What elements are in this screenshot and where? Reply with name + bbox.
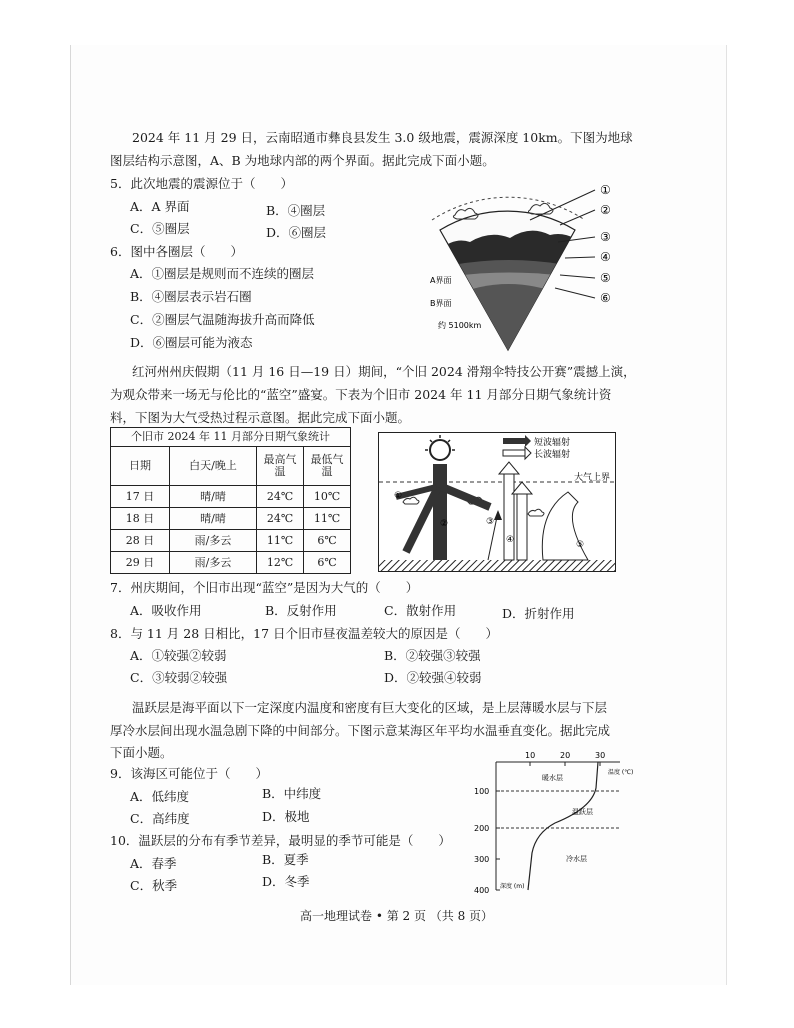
q9-stem: 9．该海区可能位于（ ） <box>110 766 268 781</box>
q5-option-a[interactable]: A．A 界面 <box>130 199 190 214</box>
table-row: 18 日 晴/晴 24℃ 11℃ <box>111 508 351 530</box>
water-temperature-figure <box>470 748 645 896</box>
q7-option-c[interactable]: C．散射作用 <box>384 603 457 618</box>
heat-label-5: ⑤ <box>576 540 585 550</box>
table-header-min: 最低气温 <box>304 447 351 486</box>
intro1-line1: 2024 年 11 月 29 日，云南昭通市彝良县发生 3.0 级地震，震源深度 10km。下图为地球 <box>132 130 633 145</box>
q5-option-b[interactable]: B．④圈层 <box>266 203 326 218</box>
intro2-line1: 红河州州庆假期（11 月 16 日—19 日）期间，“个旧 2024 滑翔伞特技公开赛”震撼上演， <box>132 364 636 379</box>
table-header-date: 日期 <box>111 447 170 486</box>
y-tick-100: 100 <box>474 787 490 796</box>
y-tick-300: 300 <box>474 855 490 864</box>
heat-label-3: ③ <box>486 517 495 527</box>
atmosphere-top-label: 大气上界 <box>574 473 611 483</box>
page-footer: 高一地理试卷 • 第 2 页 （共 8 页） <box>300 909 494 923</box>
q7-option-a[interactable]: A．吸收作用 <box>130 603 202 618</box>
earth-label-1: ① <box>600 183 611 197</box>
q9-option-d[interactable]: D．极地 <box>262 809 310 824</box>
table-row: 17 日 晴/晴 24℃ 10℃ <box>111 486 351 508</box>
q6-option-d[interactable]: D．⑥圈层可能为液态 <box>130 335 253 350</box>
x-axis-label: 温度 (℃) <box>608 769 634 776</box>
q9-option-c[interactable]: C．高纬度 <box>130 811 190 826</box>
q8-option-a[interactable]: A．①较强②较弱 <box>130 648 227 663</box>
x-tick-20: 20 <box>560 751 571 760</box>
heat-label-4: ④ <box>506 535 515 545</box>
earth-depth: 约 5100km <box>438 321 482 330</box>
q8-option-b[interactable]: B．②较强③较强 <box>384 648 481 663</box>
q7-stem: 7．州庆期间，个旧市出现“蓝空”是因为大气的（ ） <box>110 580 419 595</box>
intro2-line3: 料，下图为大气受热过程示意图。据此完成下面小题。 <box>110 410 411 425</box>
q7-option-d[interactable]: D．折射作用 <box>502 606 575 621</box>
earth-structure-figure <box>410 180 630 355</box>
q5-option-d[interactable]: D．⑥圈层 <box>266 225 327 240</box>
q10-option-c[interactable]: C．秋季 <box>130 878 178 893</box>
q5-stem: 5．此次地震的震源位于（ ） <box>110 176 293 191</box>
q10-option-b[interactable]: B．夏季 <box>262 852 309 867</box>
q5-option-c[interactable]: C．⑤圈层 <box>130 221 190 236</box>
earth-label-3: ③ <box>600 230 611 244</box>
legend-long-wave: 长波辐射 <box>534 450 571 460</box>
y-tick-400: 400 <box>474 886 490 895</box>
cold-layer-label: 冷水层 <box>566 855 587 863</box>
intro1-line2: 图层结构示意图，A、B 为地球内部的两个界面。据此完成下面小题。 <box>110 153 495 168</box>
earth-label-6: ⑥ <box>600 291 611 305</box>
table-row: 28 日 雨/多云 11℃ 6℃ <box>111 530 351 552</box>
intro3-line1: 温跃层是海平面以下一定深度内温度和密度有巨大变化的区域，是上层薄暖水层与下层 <box>132 700 608 715</box>
x-tick-10: 10 <box>525 751 536 760</box>
q9-option-a[interactable]: A．低纬度 <box>130 789 190 804</box>
intro3-line2: 厚冷水层间出现水温急剧下降的中间部分。下图示意某海区年平均水温垂直变化。据此完成 <box>110 723 611 738</box>
heat-label-2: ② <box>440 519 449 529</box>
intro2-line2: 为观众带来一场无与伦比的“蓝空”盛宴。下表为个旧市 2024 年 11 月部分日期气象统计资 <box>110 387 612 402</box>
heat-label-1: ① <box>394 491 403 501</box>
atmosphere-heating-figure <box>378 432 616 572</box>
q9-option-b[interactable]: B．中纬度 <box>262 786 322 801</box>
q8-stem: 8．与 11 月 28 日相比，17 日个旧市昼夜温差较大的原因是（ ） <box>110 626 499 641</box>
table-header-weather: 白天/晚上 <box>170 447 257 486</box>
q6-option-c[interactable]: C．②圈层气温随海拔升高而降低 <box>130 312 315 327</box>
earth-b-face: B界面 <box>430 299 452 308</box>
weather-table <box>110 427 351 574</box>
legend-short-wave: 短波辐射 <box>534 438 571 448</box>
q6-option-a[interactable]: A．①圈层是规则而不连续的圈层 <box>130 266 315 281</box>
q8-option-c[interactable]: C．③较弱②较强 <box>130 670 228 685</box>
earth-label-2: ② <box>600 203 611 217</box>
q8-option-d[interactable]: D．②较强④较弱 <box>384 670 482 685</box>
weather-table-caption: 个旧市 2024 年 11 月部分日期气象统计 <box>111 428 351 447</box>
x-tick-30: 30 <box>595 751 606 760</box>
q6-option-b[interactable]: B．④圈层表示岩石圈 <box>130 289 252 304</box>
q7-option-b[interactable]: B．反射作用 <box>265 603 337 618</box>
y-tick-200: 200 <box>474 824 490 833</box>
thermocline-label: 温跃层 <box>572 808 593 816</box>
y-axis-label: 深度 (m) <box>500 883 525 890</box>
earth-a-face: A界面 <box>430 276 452 285</box>
q10-option-a[interactable]: A．春季 <box>130 856 177 871</box>
q10-option-d[interactable]: D．冬季 <box>262 874 310 889</box>
warm-layer-label: 暖水层 <box>542 774 563 782</box>
intro3-line3: 下面小题。 <box>110 745 173 760</box>
q10-stem: 10．温跃层的分布有季节差异，最明显的季节可能是（ ） <box>110 833 451 848</box>
table-row: 29 日 雨/多云 12℃ 6℃ <box>111 552 351 574</box>
earth-label-5: ⑤ <box>600 271 611 285</box>
table-header-max: 最高气温 <box>257 447 304 486</box>
earth-label-4: ④ <box>600 250 611 264</box>
q6-stem: 6．图中各圈层（ ） <box>110 244 243 259</box>
